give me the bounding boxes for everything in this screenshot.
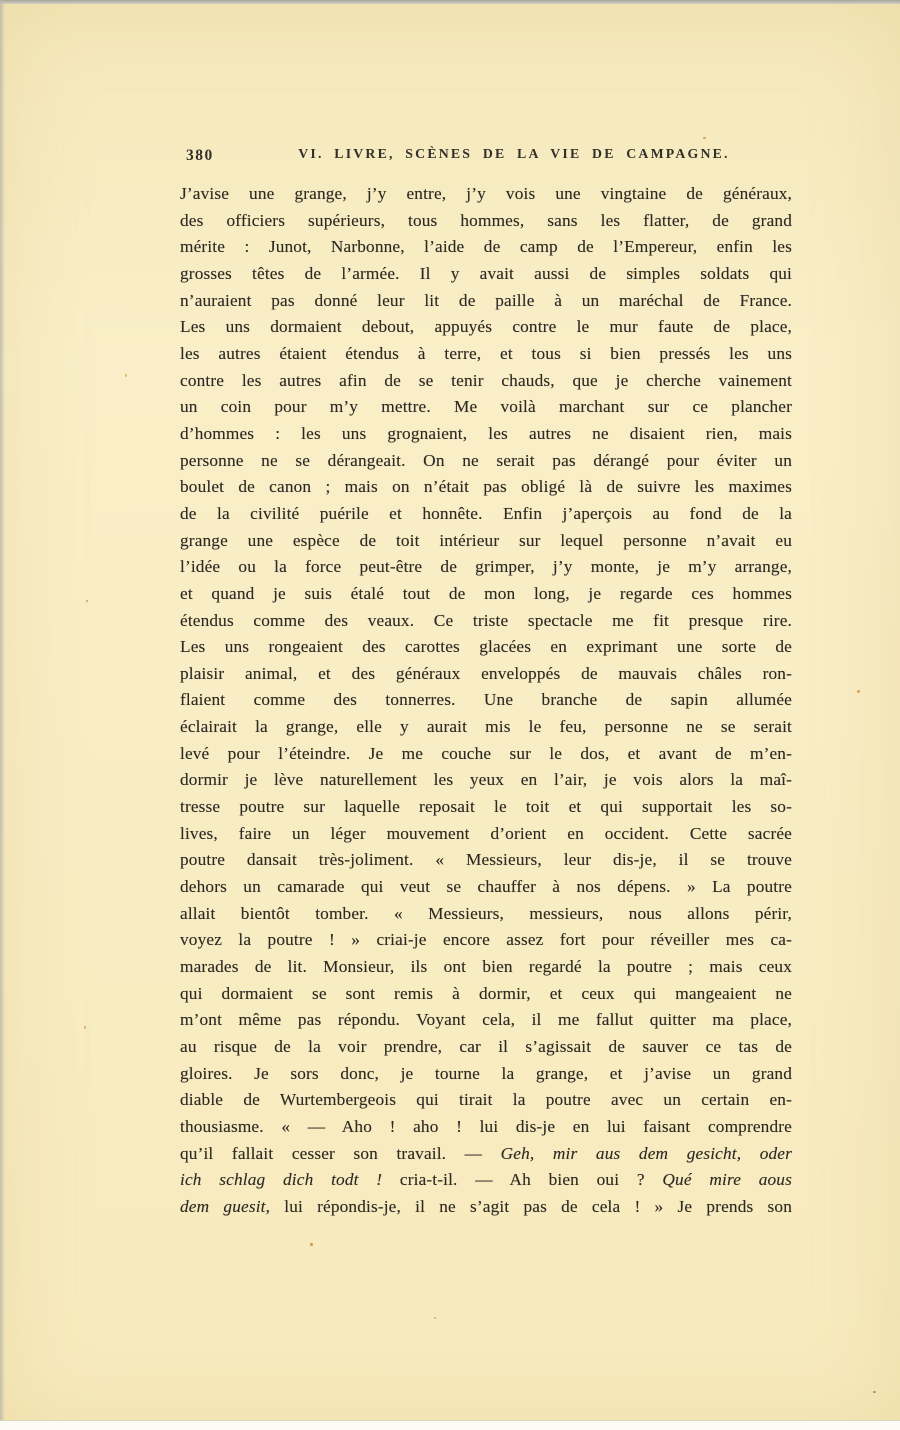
- scan-edge-bottom: [0, 1420, 900, 1430]
- text-line: poutre dansait très-joliment. « Messieurs, leur dis-je, il se trouve: [180, 850, 792, 870]
- scan-edge-left: [0, 0, 5, 1430]
- text-line: mérite : Junot, Narbonne, l’aide de camp de l’Empereur, enfin les: [180, 237, 792, 257]
- text-line: l’idée ou la force peut-être de grimper, j’y monte, je m’y arrange,: [180, 557, 792, 577]
- text-line: lives, faire un léger mouvement d’orient en occident. Cette sacrée: [180, 823, 792, 843]
- paper-speckle: [84, 1026, 86, 1029]
- text-line: thousiasme. « — Aho ! aho ! lui dis-je en lui faisant comprendre: [180, 1116, 792, 1136]
- text-line: grange une espèce de toit intérieur sur lequel personne n’avait eu: [180, 530, 792, 550]
- text-line: J’avise une grange, j’y entre, j’y vois une vingtaine de généraux,: [180, 184, 792, 203]
- text-line: et quand je suis étalé tout de mon long, je regarde ces hommes: [180, 583, 792, 603]
- text-line: plaisir animal, et des généraux enveloppés de mauvais châles ron-: [180, 663, 792, 683]
- text-line: flaient comme des tonnerres. Une branche de sapin allumée: [180, 690, 792, 710]
- text-line: les autres étaient étendus à terre, et tous si bien pressés les uns: [180, 343, 792, 363]
- text-line: dem guesit, lui répondis-je, il ne s’agit pas de cela ! » Je prends son: [180, 1196, 792, 1216]
- text-line: levé pour l’éteindre. Je me couche sur le dos, et avant de m’en-: [180, 743, 792, 763]
- text-line: Les uns rongeaient des carottes glacées en exprimant une sorte de: [180, 637, 792, 657]
- paper-speckle: [703, 137, 706, 139]
- paper-speckle: [873, 1391, 876, 1393]
- text-line: personne ne se dérangeait. On ne serait pas dérangé pour éviter un: [180, 450, 792, 470]
- text-line: éclairait la grange, elle y aurait mis le feu, personne ne se serait: [180, 717, 792, 737]
- paper-speckle: [857, 690, 860, 693]
- paper-speckle: [310, 1243, 313, 1246]
- paper-speckle: [86, 600, 88, 602]
- paper-speckle: [434, 1317, 436, 1319]
- text-line: Les uns dormaient debout, appuyés contre le mur faute de place,: [180, 317, 792, 337]
- text-line: marades de lit. Monsieur, ils ont bien regardé la poutre ; mais ceux: [180, 957, 792, 977]
- text-line: étendus comme des veaux. Ce triste spectacle me fit presque rire.: [180, 610, 792, 630]
- text-line: grosses têtes de l’armée. Il y avait aussi de simples soldats qui: [180, 263, 792, 283]
- text-line: allait bientôt tomber. « Messieurs, messieurs, nous allons périr,: [180, 903, 792, 923]
- text-line: des officiers supérieurs, tous hommes, sans les flatter, de grand: [180, 210, 792, 230]
- text-line: dehors un camarade qui veut se chauffer à nos dépens. » La poutre: [180, 877, 792, 897]
- text-line: d’hommes : les uns grognaient, les autres ne disaient rien, mais: [180, 423, 792, 443]
- text-line: un coin pour m’y mettre. Me voilà marchant sur ce plancher: [180, 397, 792, 417]
- text-line: ich schlag dich todt ! cria-t-il. — Ah bien oui ? Qué mire aous: [180, 1170, 792, 1190]
- text-line: contre les autres afin de se tenir chauds, que je cherche vainement: [180, 370, 792, 390]
- scan-edge-top: [0, 0, 900, 4]
- page-body-lines: [180, 181, 792, 1221]
- text-line: tresse poutre sur laquelle reposait le toit et qui supportait les so-: [180, 797, 792, 817]
- text-line: au risque de la voir prendre, car il s’agissait de sauver ce tas de: [180, 1037, 792, 1056]
- page-header: [180, 146, 792, 170]
- text-line: m’ont même pas répondu. Voyant cela, il me fallut quitter ma place,: [180, 1010, 792, 1030]
- text-line: diable de Wurtembergeois qui tirait la poutre avec un certain en-: [180, 1090, 792, 1110]
- text-line: voyez la poutre ! » criai-je encore assez fort pour réveiller mes ca-: [180, 930, 792, 950]
- text-line: qu’il fallait cesser son travail. — Geh, mir aus dem gesicht, oder: [180, 1143, 792, 1163]
- paper-speckle: [125, 374, 127, 377]
- text-line: gloires. Je sors donc, je tourne la grange, et j’avise un grand: [180, 1063, 792, 1083]
- page-number: 380: [186, 147, 214, 164]
- text-line: qui dormaient se sont remis à dormir, et ceux qui mangeaient ne: [180, 983, 792, 1003]
- running-head: VI. LIVRE, SCÈNES DE LA VIE DE CAMPAGNE.: [298, 146, 730, 161]
- text-line: n’auraient pas donné leur lit de paille à un maréchal de France.: [180, 290, 792, 310]
- text-line: de la civilité puérile et honnête. Enfin j’aperçois au fond de la: [180, 503, 792, 523]
- text-line: boulet de canon ; mais on n’était pas obligé là de suivre les maximes: [180, 477, 792, 497]
- text-line: dormir je lève naturellement les yeux en l’air, je vois alors la maî-: [180, 770, 792, 790]
